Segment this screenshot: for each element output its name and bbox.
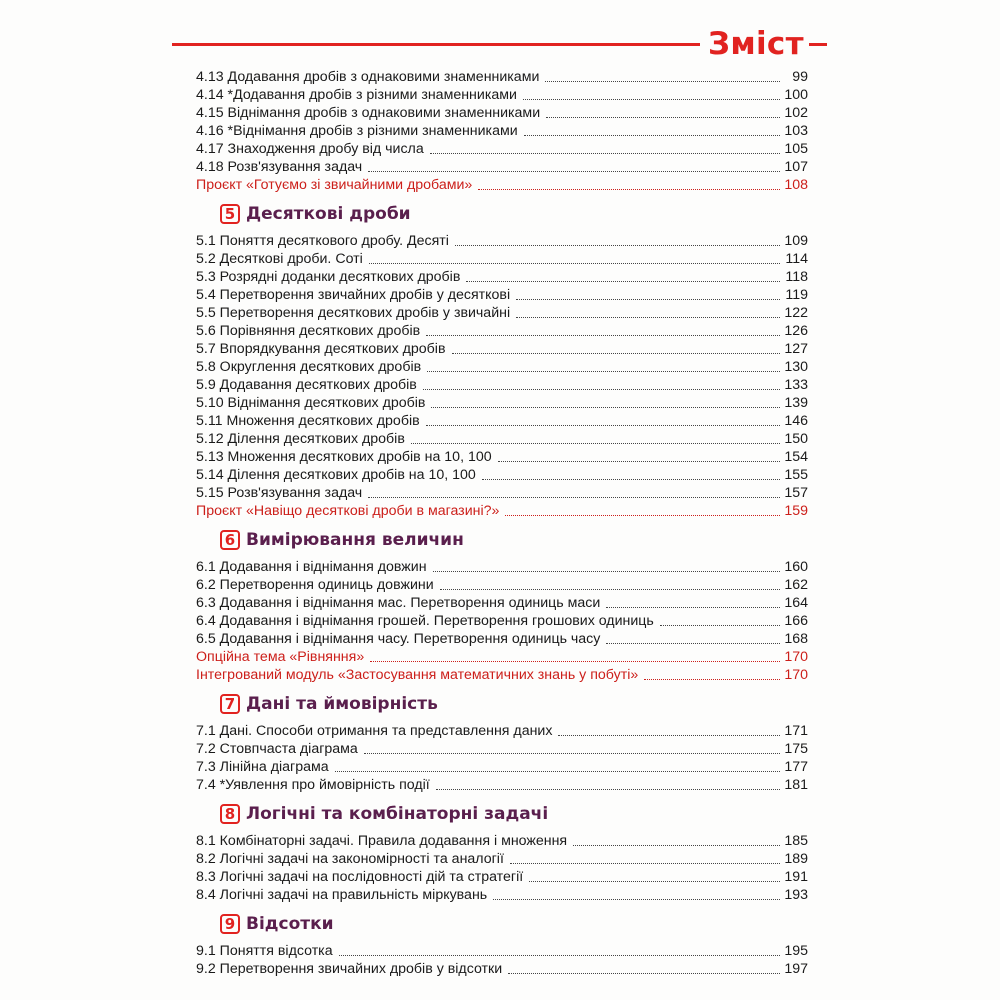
toc-entry bbox=[196, 576, 808, 594]
toc-page-number: 171 bbox=[784, 723, 808, 739]
toc-page-number: 139 bbox=[784, 395, 808, 411]
toc-entry-label: 5.9 Додавання десяткових дробів bbox=[196, 377, 417, 393]
dot-leader bbox=[482, 478, 780, 480]
toc-entry-label: 5.6 Порівняння десяткових дробів bbox=[196, 323, 421, 339]
dot-leader bbox=[546, 116, 780, 118]
dot-leader bbox=[431, 406, 780, 408]
toc-page-number: 130 bbox=[784, 359, 808, 375]
toc-entry-label: 6.5 Додавання і віднімання часу. Перетворення одиниць часу bbox=[196, 631, 601, 647]
dot-leader bbox=[427, 370, 780, 372]
toc-entry bbox=[196, 286, 808, 304]
dot-leader bbox=[335, 770, 780, 772]
dot-leader bbox=[516, 316, 780, 318]
dot-leader bbox=[368, 496, 780, 498]
toc-entry bbox=[196, 322, 808, 340]
page-title: Зміст bbox=[708, 26, 804, 62]
dot-leader bbox=[529, 880, 780, 882]
dot-leader bbox=[558, 734, 780, 736]
dot-leader bbox=[505, 514, 780, 516]
dot-leader bbox=[423, 388, 780, 390]
toc-page-number: 114 bbox=[785, 251, 808, 267]
dot-leader bbox=[430, 152, 780, 154]
toc-page-number: 107 bbox=[784, 159, 808, 175]
toc-entry bbox=[196, 104, 808, 122]
toc-page-number: 191 bbox=[784, 869, 808, 885]
toc-page-number: 155 bbox=[784, 467, 808, 483]
toc-entry bbox=[196, 412, 808, 430]
toc-page-number: 197 bbox=[784, 961, 808, 977]
toc-project-entry bbox=[196, 502, 808, 520]
dot-leader bbox=[493, 898, 780, 900]
toc-entry-label: Опційна тема «Рівняння» bbox=[196, 649, 365, 665]
toc-entry-label: 5.3 Розрядні доданки десяткових дробів bbox=[196, 269, 461, 285]
toc-entry-label: 4.15 Віднімання дробів з однаковими знаменниками bbox=[196, 105, 541, 121]
toc-entry-label: 5.15 Розв'язування задач bbox=[196, 485, 363, 501]
toc-page-number: 102 bbox=[784, 105, 808, 121]
toc-page-number: 162 bbox=[784, 577, 808, 593]
toc-entry-label: 6.3 Додавання і віднімання мас. Перетворення одиниць маси bbox=[196, 595, 601, 611]
dot-leader bbox=[426, 424, 780, 426]
toc-entry-label: 9.1 Поняття відсотка bbox=[196, 943, 333, 959]
toc-entry bbox=[196, 868, 808, 886]
toc-entry bbox=[196, 250, 808, 268]
toc-entry-label: Проєкт «Готуємо зі звичайними дробами» bbox=[196, 177, 473, 193]
dot-leader bbox=[370, 660, 780, 662]
toc-entry-label: 4.14 *Додавання дробів з різними знаменниками bbox=[196, 87, 517, 103]
section-number-badge: 6 bbox=[220, 530, 240, 550]
dot-leader bbox=[510, 862, 780, 864]
section-heading bbox=[220, 803, 808, 825]
toc-page-number: 100 bbox=[784, 87, 808, 103]
dot-leader bbox=[508, 972, 780, 974]
dot-leader bbox=[573, 844, 780, 846]
toc-entry bbox=[196, 86, 808, 104]
section-number-badge: 5 bbox=[220, 204, 240, 224]
section-title: Відсотки bbox=[246, 914, 334, 934]
toc-entry-label: 6.1 Додавання і віднімання довжин bbox=[196, 559, 427, 575]
toc-entry bbox=[196, 758, 808, 776]
table-of-contents bbox=[196, 68, 808, 978]
toc-entry-label: 6.4 Додавання і віднімання грошей. Перетворення грошових одиниць bbox=[196, 613, 654, 629]
dot-leader bbox=[523, 98, 780, 100]
toc-page-number: 99 bbox=[792, 69, 808, 85]
dot-leader bbox=[364, 752, 780, 754]
toc-page-number: 119 bbox=[785, 287, 808, 303]
toc-page-number: 126 bbox=[784, 323, 808, 339]
section-heading bbox=[220, 913, 808, 935]
toc-entry-label: 5.14 Ділення десяткових дробів на 10, 100 bbox=[196, 467, 476, 483]
section-heading bbox=[220, 693, 808, 715]
toc-entry bbox=[196, 942, 808, 960]
toc-entry bbox=[196, 376, 808, 394]
section-number-badge: 9 bbox=[220, 914, 240, 934]
toc-entry-label: 4.13 Додавання дробів з однаковими знаменниками bbox=[196, 69, 540, 85]
toc-entry bbox=[196, 140, 808, 158]
dot-leader bbox=[466, 280, 780, 282]
toc-entry-label: 5.4 Перетворення звичайних дробів у десяткові bbox=[196, 287, 511, 303]
toc-entry bbox=[196, 394, 808, 412]
section-number-badge: 7 bbox=[220, 694, 240, 714]
section-title: Десяткові дроби bbox=[246, 204, 411, 224]
toc-entry bbox=[196, 268, 808, 286]
toc-page-number: 164 bbox=[784, 595, 808, 611]
toc-entry-label: 5.1 Поняття десяткового дробу. Десяті bbox=[196, 233, 449, 249]
toc-entry-label: 7.3 Лінійна діаграма bbox=[196, 759, 329, 775]
toc-entry bbox=[196, 722, 808, 740]
toc-page-number: 170 bbox=[784, 649, 808, 665]
toc-page-number: 154 bbox=[784, 449, 808, 465]
dot-leader bbox=[498, 460, 780, 462]
toc-entry-label: 8.2 Логічні задачі на закономірності та аналогії bbox=[196, 851, 504, 867]
toc-page-number: 168 bbox=[784, 631, 808, 647]
section-title: Логічні та комбінаторні задачі bbox=[246, 804, 549, 824]
toc-entry-label: Інтегрований модуль «Застосування математичних знань у побуті» bbox=[196, 667, 639, 683]
section-heading bbox=[220, 203, 808, 225]
toc-entry-label: 8.3 Логічні задачі на послідовності дій та стратегії bbox=[196, 869, 524, 885]
toc-page-number: 109 bbox=[784, 233, 808, 249]
toc-entry-label: 7.4 *Уявлення про ймовірність події bbox=[196, 777, 430, 793]
toc-entry-label: 5.8 Округлення десяткових дробів bbox=[196, 359, 422, 375]
toc-entry bbox=[196, 448, 808, 466]
dot-leader bbox=[545, 80, 780, 82]
toc-entry bbox=[196, 430, 808, 448]
toc-entry bbox=[196, 886, 808, 904]
toc-entry-label: 4.16 *Віднімання дробів з різними знаменниками bbox=[196, 123, 518, 139]
toc-project-entry bbox=[196, 666, 808, 684]
dot-leader bbox=[369, 262, 780, 264]
toc-page-number: 170 bbox=[784, 667, 808, 683]
toc-entry bbox=[196, 594, 808, 612]
toc-entry bbox=[196, 630, 808, 648]
section-title: Дані та ймовірність bbox=[246, 694, 438, 714]
toc-page-number: 181 bbox=[784, 777, 808, 793]
toc-page-number: 108 bbox=[784, 177, 808, 193]
dot-leader bbox=[606, 606, 780, 608]
toc-entry bbox=[196, 68, 808, 86]
toc-entry-label: 4.18 Розв'язування задач bbox=[196, 159, 363, 175]
dot-leader bbox=[516, 298, 780, 300]
toc-entry-label: 9.2 Перетворення звичайних дробів у відсотки bbox=[196, 961, 503, 977]
toc-page-number: 193 bbox=[784, 887, 808, 903]
dot-leader bbox=[433, 570, 780, 572]
toc-entry bbox=[196, 158, 808, 176]
toc-page-number: 133 bbox=[784, 377, 808, 393]
toc-page-number: 146 bbox=[784, 413, 808, 429]
dot-leader bbox=[524, 134, 780, 136]
toc-entry bbox=[196, 740, 808, 758]
toc-entry-label: 5.2 Десяткові дроби. Соті bbox=[196, 251, 363, 267]
toc-page-number: 175 bbox=[784, 741, 808, 757]
dot-leader bbox=[368, 170, 780, 172]
toc-entry-label: 5.5 Перетворення десяткових дробів у звичайні bbox=[196, 305, 511, 321]
toc-entry-label: 5.13 Множення десяткових дробів на 10, 100 bbox=[196, 449, 492, 465]
toc-entry bbox=[196, 358, 808, 376]
toc-entry bbox=[196, 304, 808, 322]
header-rule-right bbox=[809, 43, 827, 46]
dot-leader bbox=[452, 352, 781, 354]
toc-page-number: 118 bbox=[785, 269, 808, 285]
toc-entry-label: 5.10 Віднімання десяткових дробів bbox=[196, 395, 426, 411]
dot-leader bbox=[339, 954, 780, 956]
toc-entry bbox=[196, 558, 808, 576]
toc-entry bbox=[196, 466, 808, 484]
toc-page-number: 185 bbox=[784, 833, 808, 849]
toc-entry bbox=[196, 484, 808, 502]
dot-leader bbox=[440, 588, 780, 590]
toc-page-number: 160 bbox=[784, 559, 808, 575]
toc-entry-label: 7.2 Стовпчаста діаграма bbox=[196, 741, 358, 757]
dot-leader bbox=[411, 442, 780, 444]
toc-entry bbox=[196, 960, 808, 978]
toc-entry bbox=[196, 232, 808, 250]
toc-page-number: 189 bbox=[784, 851, 808, 867]
dot-leader bbox=[426, 334, 780, 336]
toc-entry bbox=[196, 850, 808, 868]
toc-entry-label: 8.4 Логічні задачі на правильність міркувань bbox=[196, 887, 488, 903]
section-heading bbox=[220, 529, 808, 551]
toc-page-number: 105 bbox=[784, 141, 808, 157]
toc-page-number: 166 bbox=[784, 613, 808, 629]
toc-page-number: 195 bbox=[784, 943, 808, 959]
toc-project-entry bbox=[196, 648, 808, 666]
toc-entry-label: 8.1 Комбінаторні задачі. Правила додавання і множення bbox=[196, 833, 568, 849]
toc-entry-label: 7.1 Дані. Способи отримання та представлення даних bbox=[196, 723, 553, 739]
header-rule-left bbox=[172, 43, 700, 46]
dot-leader bbox=[644, 678, 780, 680]
toc-entry bbox=[196, 776, 808, 794]
toc-page-number: 127 bbox=[784, 341, 808, 357]
dot-leader bbox=[606, 642, 780, 644]
section-title: Вимірювання величин bbox=[246, 530, 464, 550]
dot-leader bbox=[455, 244, 780, 246]
toc-page-number: 157 bbox=[784, 485, 808, 501]
toc-entry bbox=[196, 832, 808, 850]
toc-page-number: 150 bbox=[784, 431, 808, 447]
dot-leader bbox=[436, 788, 780, 790]
toc-entry-label: 4.17 Знаходження дробу від числа bbox=[196, 141, 424, 157]
toc-entry bbox=[196, 612, 808, 630]
toc-entry-label: 5.12 Ділення десяткових дробів bbox=[196, 431, 405, 447]
toc-project-entry bbox=[196, 176, 808, 194]
toc-page-number: 159 bbox=[784, 503, 808, 519]
toc-entry bbox=[196, 122, 808, 140]
toc-entry-label: 5.7 Впорядкування десяткових дробів bbox=[196, 341, 446, 357]
section-number-badge: 8 bbox=[220, 804, 240, 824]
dot-leader bbox=[660, 624, 780, 626]
toc-entry-label: 6.2 Перетворення одиниць довжини bbox=[196, 577, 434, 593]
toc-entry-label: 5.11 Множення десяткових дробів bbox=[196, 413, 420, 429]
toc-page-number: 103 bbox=[784, 123, 808, 139]
toc-entry bbox=[196, 340, 808, 358]
dot-leader bbox=[478, 188, 780, 190]
toc-page-number: 122 bbox=[784, 305, 808, 321]
toc-entry-label: Проєкт «Навіщо десяткові дроби в магазині?» bbox=[196, 503, 500, 519]
toc-page-number: 177 bbox=[784, 759, 808, 775]
